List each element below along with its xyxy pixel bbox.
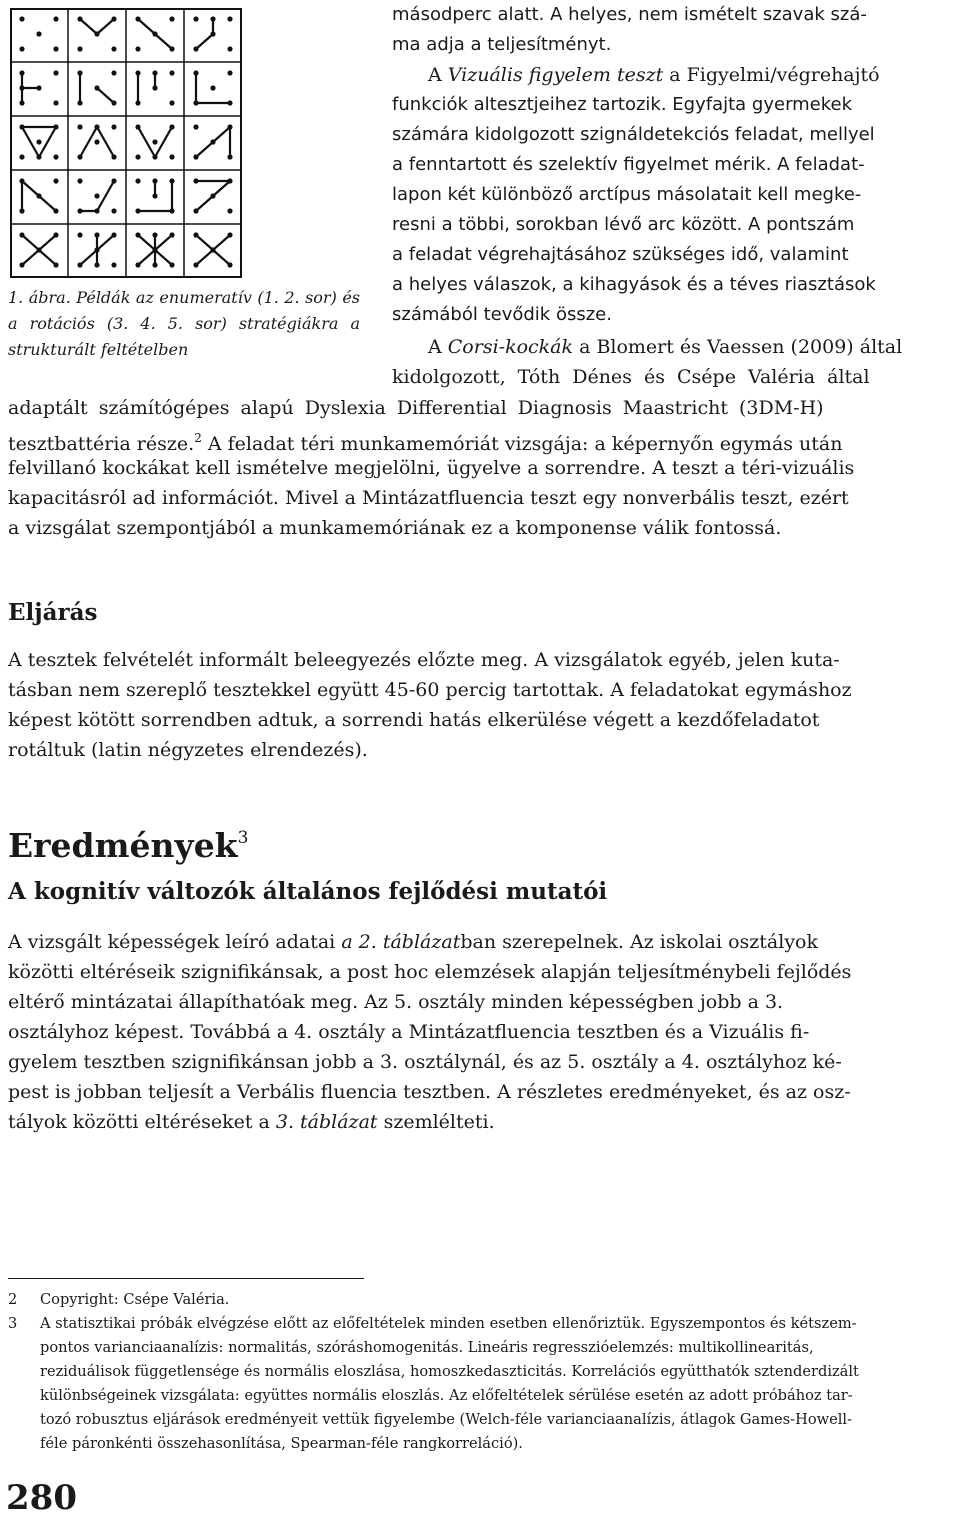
dot-pattern-grid <box>10 8 242 278</box>
pattern-dot <box>169 46 174 51</box>
pattern-dot <box>210 193 215 198</box>
pattern-dot <box>94 124 99 129</box>
pattern-dot <box>36 31 41 36</box>
pattern-dot <box>36 193 41 198</box>
pattern-dot <box>169 262 174 267</box>
pattern-dot <box>169 232 174 237</box>
pattern-dot <box>111 16 116 21</box>
text-line: a feladat végrehajtásához szükséges idő, valamint <box>392 244 849 265</box>
pattern-dot <box>227 154 232 159</box>
pattern-dot <box>19 100 24 105</box>
pattern-dot <box>36 139 41 144</box>
pattern-dot <box>210 85 215 90</box>
page-number: 280 <box>6 1478 77 1518</box>
pattern-dot <box>152 70 157 75</box>
footnote-ref-2[interactable]: 2 <box>194 431 202 445</box>
pattern-dot <box>19 232 24 237</box>
text-line: másodperc alatt. A helyes, nem ismételt szavak szá- <box>392 4 867 25</box>
pattern-dot <box>193 46 198 51</box>
pattern-dot <box>94 139 99 144</box>
pattern-dot <box>210 31 215 36</box>
pattern-dot <box>111 46 116 51</box>
section-heading-eredmenyek: Eredmények$^3$ <box>8 826 249 865</box>
pattern-dot <box>19 46 24 51</box>
pattern-dot <box>193 124 198 129</box>
pattern-dot <box>193 208 198 213</box>
pattern-dot <box>77 262 82 267</box>
text-line: A vizsgált képességek leíró adatai a 2. táblázatban szerepelnek. Az iskolai osztályok <box>8 931 819 953</box>
pattern-dot <box>193 154 198 159</box>
pattern-line <box>39 196 56 211</box>
pattern-dot <box>169 208 174 213</box>
pattern-dot <box>19 16 24 21</box>
subsection-heading: A kognitív változók általános fejlődési mutatói <box>8 878 608 905</box>
footnote-3 <box>8 1312 956 1462</box>
footnote-text: A statisztikai próbák elvégzése előtt az előfeltételek minden esetben ellenőriztük. Egyszempontos és kétszem- pontos varianciaanalízis: normalitás, szóráshomogenitás. Lineáris regresszióelemzés: multikollinearitás, reziduálisok függetlensége és normális eloszlása, homoszkedaszticitás. Korrelációs együtthatók sztenderdizált különbségeinek vizsgálata: együttes normális eloszlás. Az előfeltételek sérülése esetén az adott próbához tar- tozó robusztus eljárások eredményeit vettük figyelembe (Welch-féle varianciaanalízis, átlagok Games-Howell- féle páronkénti összehasonlítása, Spearman-féle rangkorreláció). <box>40 1315 859 1452</box>
pattern-dot <box>36 154 41 159</box>
text-line: eltérő mintázatai állapíthatóak meg. Az 5. osztály minden képességben jobb a 3. <box>8 991 784 1013</box>
pattern-dot <box>53 208 58 213</box>
pattern-dot <box>169 178 174 183</box>
pattern-dot <box>193 178 198 183</box>
text-line: pest is jobban teljesít a Verbális fluencia tesztben. A részletes eredményeket, és az osz- <box>8 1081 851 1103</box>
section-heading-eljaras: Eljárás <box>8 599 98 626</box>
footnote-number: 2 <box>8 1291 18 1308</box>
pattern-dot <box>169 100 174 105</box>
pattern-dot <box>77 46 82 51</box>
text-line: gyelem tesztben szignifikánsan jobb a 3. osztálynál, és az 5. osztály a 4. osztályhoz ké- <box>8 1051 842 1073</box>
pattern-dot <box>53 262 58 267</box>
pattern-dot <box>77 178 82 183</box>
pattern-dot <box>77 124 82 129</box>
text-line: kidolgozott, Tóth Dénes és Csépe Valéria által <box>392 366 870 388</box>
pattern-dot <box>77 100 82 105</box>
pattern-dot <box>152 154 157 159</box>
pattern-line <box>97 19 114 34</box>
pattern-dot <box>227 46 232 51</box>
text-line: tásban nem szereplő tesztekkel együtt 45-60 percig tartottak. A feladatokat egymáshoz <box>8 679 852 701</box>
pattern-line <box>97 88 114 103</box>
text-line: osztályhoz képest. Továbbá a 4. osztály a Mintázatfluencia tesztben és a Vizuális fi- <box>8 1021 810 1043</box>
pattern-dot <box>210 139 215 144</box>
pattern-dot <box>94 85 99 90</box>
pattern-dot <box>77 70 82 75</box>
footnote-text: Copyright: Csépe Valéria. <box>40 1291 230 1308</box>
pattern-dot <box>227 16 232 21</box>
pattern-line <box>138 19 155 34</box>
pattern-dot <box>193 16 198 21</box>
pattern-dot <box>53 124 58 129</box>
pattern-dot <box>94 232 99 237</box>
text-line: a vizsgálat szempontjából a munkamemóriának ez a komponense válik fontossá. <box>8 517 782 539</box>
pattern-dot <box>193 232 198 237</box>
pattern-dot <box>53 178 58 183</box>
pattern-dot <box>53 46 58 51</box>
footnote-ref-3[interactable]: 3 <box>237 828 249 848</box>
pattern-dot <box>227 124 232 129</box>
pattern-dot <box>19 124 24 129</box>
pattern-dot <box>210 247 215 252</box>
pattern-dot <box>19 262 24 267</box>
text-line: számára kidolgozott szignáldetekciós feladat, mellyel <box>392 124 875 145</box>
footnote-number: 3 <box>8 1315 18 1332</box>
text-line: közötti eltéréseik szignifikánsak, a post hoc elemzések alapján teljesítménybeli fejlődés <box>8 961 852 983</box>
pattern-dot <box>135 232 140 237</box>
pattern-dot <box>19 208 24 213</box>
pattern-dot <box>227 262 232 267</box>
pattern-dot <box>77 154 82 159</box>
pattern-dot <box>36 247 41 252</box>
term-corsi-kockak: Corsi-kockák <box>447 336 574 358</box>
pattern-dot <box>152 193 157 198</box>
pattern-dot <box>169 154 174 159</box>
pattern-dot <box>210 16 215 21</box>
pattern-dot <box>135 262 140 267</box>
text-line: resni a többi, sorokban lévő arc között. A pontszám <box>392 214 855 235</box>
pattern-dot <box>19 70 24 75</box>
text-line: kapacitásról ad információt. Mivel a Mintázatfluencia teszt egy nonverbális teszt, ezért <box>8 487 849 509</box>
pattern-line <box>22 181 39 196</box>
pattern-dot <box>111 154 116 159</box>
footnote-2 <box>8 1288 956 1312</box>
term-vizualis-figyelem: Vizuális figyelem teszt <box>447 64 664 86</box>
text-line: tesztbattéria része.$^2$ A feladat téri munkamemóriát vizsgája: a képernyőn egymás után <box>8 431 843 455</box>
pattern-dot <box>111 70 116 75</box>
text-line: A tesztek felvételét informált beleegyezés előzte meg. A vizsgálatok egyéb, jelen kuta- <box>8 649 840 671</box>
text-line: rotáltuk (latin négyzetes elrendezés). <box>8 739 368 761</box>
pattern-dot <box>94 193 99 198</box>
text-line: adaptált számítógépes alapú Dyslexia Differential Diagnosis Maastricht (3DM-H) <box>8 397 824 419</box>
pattern-dot <box>77 232 82 237</box>
pattern-dot <box>152 232 157 237</box>
pattern-dot <box>135 46 140 51</box>
pattern-dot <box>227 208 232 213</box>
pattern-dot <box>193 100 198 105</box>
pattern-dot <box>152 139 157 144</box>
pattern-dot <box>193 262 198 267</box>
pattern-dot <box>135 124 140 129</box>
pattern-dot <box>135 16 140 21</box>
pattern-dot <box>152 262 157 267</box>
pattern-dot <box>53 16 58 21</box>
pattern-dot <box>227 70 232 75</box>
pattern-line <box>155 34 172 49</box>
pattern-dot <box>77 208 82 213</box>
pattern-line <box>80 19 97 34</box>
pattern-dot <box>53 70 58 75</box>
text-line: felvillanó kockákat kell ismételve megjelölni, ügyelve a sorrendre. A teszt a téri-vizuális <box>8 457 855 479</box>
figure-caption: 1. ábra. Példák az enumeratív (1. 2. sor) és a rotációs (3. 4. 5. sor) stratégiákra a strukturált feltételben <box>8 288 360 359</box>
pattern-dot <box>169 16 174 21</box>
pattern-dot <box>111 262 116 267</box>
pattern-dot <box>111 208 116 213</box>
pattern-dot <box>36 85 41 90</box>
pattern-dot <box>111 124 116 129</box>
pattern-dot <box>169 70 174 75</box>
pattern-dot <box>135 100 140 105</box>
pattern-dot <box>152 178 157 183</box>
pattern-dot <box>152 31 157 36</box>
text-line: A Corsi-kockák a Blomert és Vaessen (2009) által <box>428 336 903 358</box>
text-line: számából tevődik össze. <box>392 304 612 325</box>
pattern-dot <box>152 247 157 252</box>
text-line: a fenntartott és szelektív figyelmet mérik. A feladat- <box>392 154 865 175</box>
pattern-dot <box>94 247 99 252</box>
pattern-dot <box>94 208 99 213</box>
text-line: képest kötött sorrendben adtuk, a sorrendi hatás elkerülése végett a kezdőfeladatot <box>8 709 820 731</box>
text-line: a helyes válaszok, a kihagyások és a téves riasztások <box>392 274 876 295</box>
pattern-dot <box>111 232 116 237</box>
pattern-dot <box>193 70 198 75</box>
pattern-dot <box>19 178 24 183</box>
pattern-dot <box>169 124 174 129</box>
text-line: tályok közötti eltéréseket a 3. táblázat szemlélteti. <box>8 1111 495 1133</box>
figure-dot-patterns <box>10 8 242 278</box>
pattern-dot <box>94 262 99 267</box>
pattern-line <box>196 34 213 49</box>
pattern-dot <box>135 208 140 213</box>
pattern-dot <box>227 232 232 237</box>
pattern-dot <box>53 154 58 159</box>
text-line: lapon két különböző arctípus másolatait kell megke- <box>392 184 862 205</box>
pattern-dot <box>135 178 140 183</box>
pattern-dot <box>77 16 82 21</box>
pattern-dot <box>19 85 24 90</box>
pattern-dot <box>227 100 232 105</box>
text-line: funkciók altesztjeihez tartozik. Egyfajta gyermekek <box>392 94 853 115</box>
table-ref-3: 3. táblázat <box>275 1111 378 1133</box>
pattern-dot <box>19 154 24 159</box>
pattern-dot <box>53 232 58 237</box>
pattern-dot <box>111 178 116 183</box>
pattern-dot <box>227 178 232 183</box>
footnote-divider <box>8 1278 364 1279</box>
pattern-dot <box>135 70 140 75</box>
pattern-dot <box>94 31 99 36</box>
pattern-dot <box>111 100 116 105</box>
pattern-dot <box>152 85 157 90</box>
text-line: ma adja a teljesítményt. <box>392 34 612 55</box>
pattern-dot <box>53 100 58 105</box>
text-line: A Vizuális figyelem teszt a Figyelmi/végrehajtó <box>428 64 880 86</box>
pattern-dot <box>135 154 140 159</box>
table-ref-2: a 2. táblázat <box>341 931 461 953</box>
